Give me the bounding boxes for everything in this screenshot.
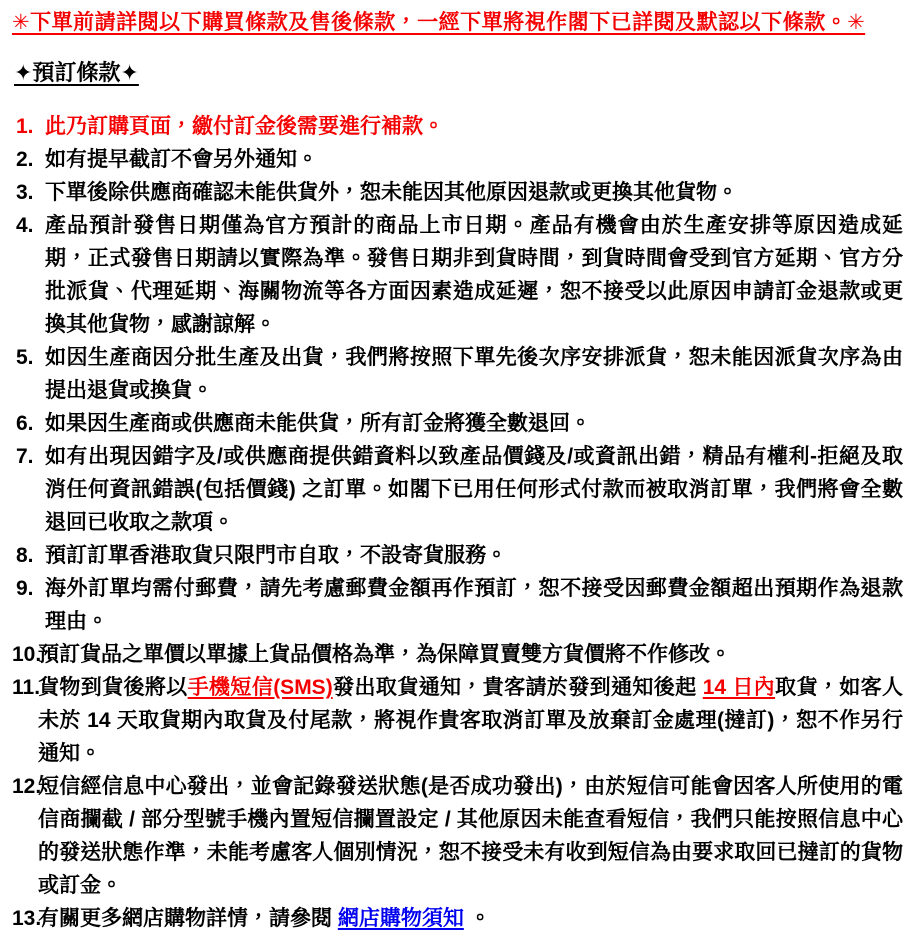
- term-content: [38, 775, 903, 897]
- term-text: 。: [463, 907, 491, 930]
- term-item: [12, 209, 905, 341]
- term-number: 5.: [16, 346, 34, 369]
- term-text: 如果因生產商或供應商未能供貨，所有訂金將獲全數退回。: [45, 412, 591, 435]
- term-number: 2.: [16, 148, 34, 171]
- term-text: 如有出現因錯字及/或供應商提供錯資料以致產品價錢及/或資訊出錯，精品有權利-拒絕及取消任何資訊錯誤(包括價錢) 之訂單。如閣下已用任何形式付款而被取消訂單，我們將會全數退回已收取之款項。: [45, 445, 903, 534]
- term-number: 8.: [16, 544, 34, 567]
- term-content: [45, 181, 738, 204]
- term-item: [12, 143, 905, 176]
- term-text: 取貨，如客人未於 14 天取貨期內取貨及付尾款，將視作貴客取消訂單及放棄訂金處理(撻訂)，恕不作另行通知。: [38, 676, 903, 765]
- term-content: [38, 907, 491, 930]
- term-number: 9.: [16, 577, 34, 600]
- term-number: 4.: [16, 214, 34, 237]
- term-item: [12, 638, 905, 671]
- term-content: [45, 445, 903, 534]
- term-number: 3.: [16, 181, 34, 204]
- term-item: [12, 770, 905, 902]
- term-text: 產品預計發售日期僅為官方預計的商品上市日期。產品有機會由於生產安排等原因造成延期，正式發售日期請以實際為準。發售日期非到貨時間，到貨時間會受到官方延期、官方分批派貨、代理延期、海關物流等各方面因素造成延遲，恕不接受以此原因申請訂金退款或更換其他貨物，感謝諒解。: [45, 214, 903, 336]
- term-content: [38, 643, 731, 666]
- term-number: 10.: [12, 643, 42, 666]
- term-number: 6.: [16, 412, 34, 435]
- term-text: 此乃訂購頁面，繳付訂金後需要進行補款。: [45, 115, 444, 138]
- term-item: [12, 902, 905, 935]
- term-item: [12, 341, 905, 407]
- term-text: 有關更多網店購物詳情，請參閱: [38, 907, 338, 930]
- highlighted-term-text: 14 日內: [702, 676, 776, 699]
- highlighted-term-text: 手機短信(SMS): [187, 676, 333, 699]
- term-item: [12, 440, 905, 539]
- term-number: 12.: [12, 775, 42, 798]
- term-number: 11.: [12, 676, 41, 699]
- term-content: [45, 214, 903, 336]
- term-content: [38, 676, 903, 765]
- term-text: 短信經信息中心發出，並會記錄發送狀態(是否成功發出)，由於短信可能會因客人所使用的電信商攔截 / 部分型號手機內置短信攔置設定 / 其他原因未能查看短信，我們只能按照信息中心的發送狀態作準，未能考慮客人個別情況，恕不接受未有收到短信為由要求取回已撻訂的貨物或訂金。: [38, 775, 903, 897]
- term-text: 預訂訂單香港取貨只限門市自取，不設寄貨服務。: [45, 544, 507, 567]
- term-content: [45, 148, 318, 171]
- shop-guide-link[interactable]: 網店購物須知: [337, 907, 464, 930]
- term-text: 海外訂單均需付郵費，請先考慮郵費金額再作預訂，恕不接受因郵費金額超出預期作為退款理由。: [45, 577, 903, 633]
- term-item: [12, 572, 905, 638]
- term-text: 如有提早截訂不會另外通知。: [45, 148, 318, 171]
- term-text: 預訂貨品之單價以單據上貨品價格為準，為保障買賣雙方貨價將不作修改。: [38, 643, 731, 666]
- term-item: [12, 407, 905, 440]
- term-text: 如因生產商因分批生產及出貨，我們將按照下單先後次序安排派貨，恕未能因派貨次序為由提出退貨或換貨。: [45, 346, 903, 402]
- preorder-terms-title: ✦預訂條款✦: [14, 60, 139, 85]
- purchase-notice-header: ✳下單前請詳閱以下購買條款及售後條款，一經下單將視作閣下已詳閱及默認以下條款。✳: [12, 11, 866, 34]
- term-content: [45, 346, 903, 402]
- terms-list: [12, 110, 905, 935]
- term-item: [12, 671, 905, 770]
- term-text: 貨物到貨後將以: [38, 676, 188, 699]
- term-content: [45, 577, 903, 633]
- term-content: [45, 412, 591, 435]
- term-item: [12, 539, 905, 572]
- term-content: [45, 115, 444, 138]
- term-text: 下單後除供應商確認未能供貨外，恕未能因其他原因退款或更換其他貨物。: [45, 181, 738, 204]
- term-text: 發出取貨通知，貴客請於發到通知後起: [332, 676, 703, 699]
- term-item: [12, 110, 905, 143]
- term-item: [12, 176, 905, 209]
- term-content: [45, 544, 507, 567]
- term-number: 13.: [12, 907, 42, 930]
- term-number: 1.: [16, 115, 34, 138]
- term-number: 7.: [16, 445, 34, 468]
